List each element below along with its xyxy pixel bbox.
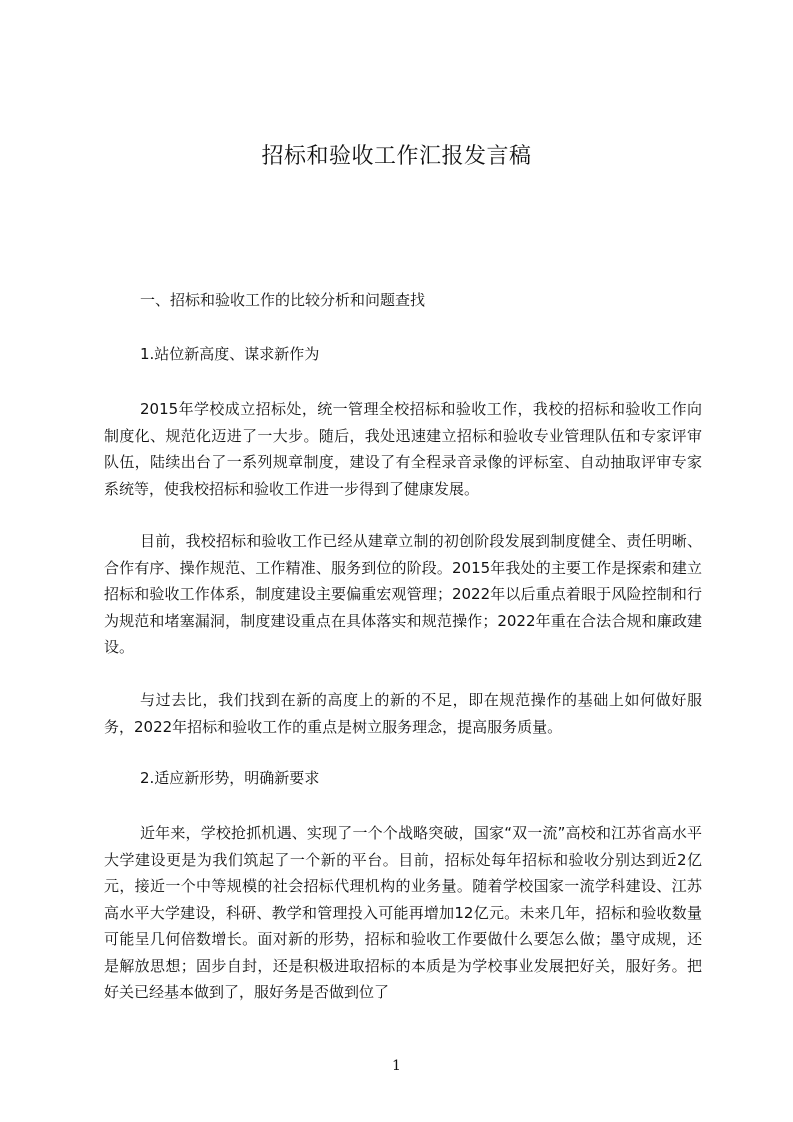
paragraph: 与过去比，我们找到在新的高度上的新的不足，即在规范操作的基础上如何做好服务，2022年招标和验收工作的重点是树立服务理念，提高服务质量。 — [104, 691, 702, 736]
page-number: 1 — [392, 1058, 401, 1074]
paragraph: 2015年学校成立招标处，统一管理全校招标和验收工作，我校的招标和验收工作向制度化、规范化迈进了一大步。随后，我处迅速建立招标和验收专业管理队伍和专家评审队伍，陆续出台了一系列规章制度，建设了有全程录音录像的评标室、自动抽取评审专家系统等，使我校招标和验收工作进一步得到了健康发展。 — [104, 400, 702, 498]
subsection-heading-1: 1.站位新高度、谋求新作为 — [140, 345, 320, 363]
document-title: 招标和验收工作汇报发言稿 — [261, 144, 532, 169]
section-heading: 一、招标和验收工作的比较分析和问题查找 — [140, 291, 426, 309]
paragraph: 目前，我校招标和验收工作已经从建章立制的初创阶段发展到制度健全、责任明晰、合作有序、操作规范、工作精准、服务到位的阶段。2015年我处的主要工作是探索和建立招标和验收工作体系，制度建设主要偏重宏观管理；2022年以后重点着眼于风险控制和行为规范和堵塞漏洞，制度建设重点在具体落实和规范操作；2022年重在合法合规和廉政建设。 — [104, 532, 702, 656]
paragraph: 近年来，学校抢抓机遇、实现了一个个战略突破，国家“双一流”高校和江苏省高水平大学建设更是为我们筑起了一个新的平台。目前，招标处每年招标和验收分别达到近2亿元，接近一个中等规模的社会招标代理机构的业务量。随着学校国家一流学科建设、江苏高水平大学建设，科研、教学和管理投入可能再增加12亿元。未来几年，招标和验收数量可能呈几何倍数增长。面对新的形势，招标和验收工作要做什么要怎么做；墨守成规，还是解放思想；固步自封，还是积极进取招标的本质是为学校事业发展把好关，服好务。把好关已经基本做到了，服好务是否做到位了 — [104, 824, 702, 1001]
subsection-heading-2: 2.适应新形势，明确新要求 — [140, 769, 320, 787]
